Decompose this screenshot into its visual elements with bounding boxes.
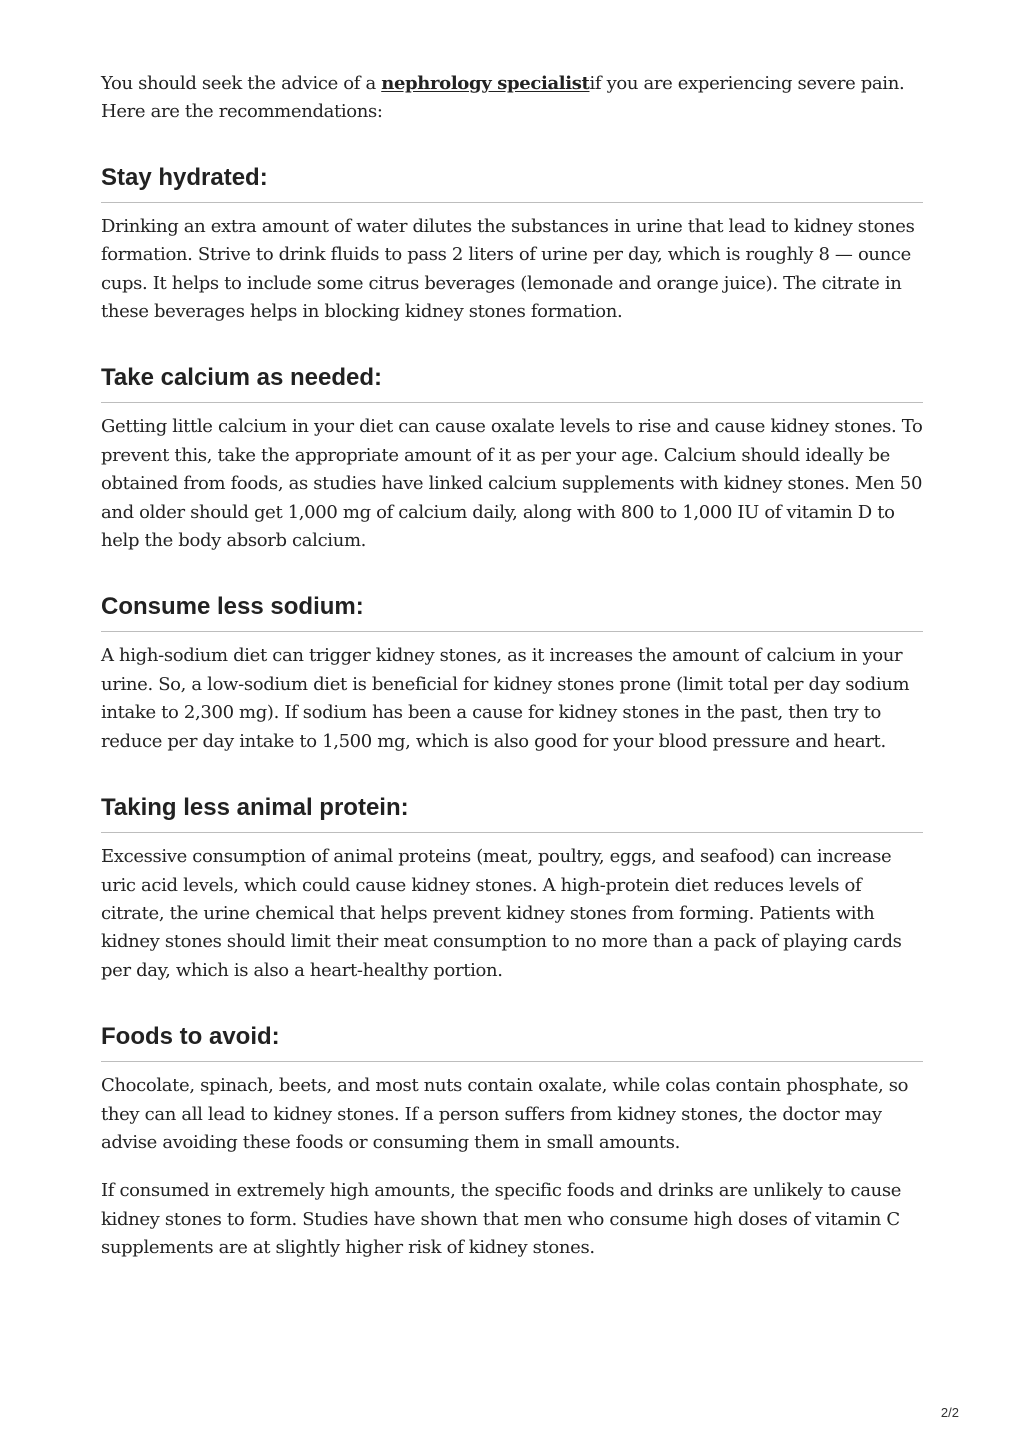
section-take-calcium xyxy=(101,364,923,555)
intro-text-end: if you are experiencing severe pain. Here are the recommendations: xyxy=(101,73,905,123)
intro-text-start: You should seek the advice of a xyxy=(101,73,382,94)
document-page xyxy=(101,70,923,1301)
section-paragraph: Chocolate, spinach, beets, and most nuts contain oxalate, while colas contain phosphate, so they can all lead to kidney stones. If a person suffers from kidney stones, the doctor may advise avoiding these foods or consuming them in small amounts. xyxy=(101,1075,909,1153)
section-foods-to-avoid xyxy=(101,1023,923,1262)
section-paragraph: A high-sodium diet can trigger kidney stones, as it increases the amount of calcium in your urine. So, a low-sodium diet is beneficial for kidney stones prone (limit total per day sodium intake to 2,300 mg). If sodium has been a cause for kidney stones in the past, then try to reduce per day intake to 1,500 mg, which is also good for your blood pressure and heart. xyxy=(101,645,910,752)
section-consume-less-sodium xyxy=(101,593,923,756)
section-heading: Take calcium as needed: xyxy=(101,364,923,403)
section-paragraph: Getting little calcium in your diet can cause oxalate levels to rise and cause kidney stones. To prevent this, take the appropriate amount of it as per your age. Calcium should ideally be obtained from foods, as studies have linked calcium supplements with kidney stones. Men 50 and older should get 1,000 mg of calcium daily, along with 800 to 1,000 IU of vitamin D to help the body absorb calcium. xyxy=(101,416,923,552)
section-heading: Stay hydrated: xyxy=(101,164,923,203)
section-paragraph: If consumed in extremely high amounts, the specific foods and drinks are unlikely to cause kidney stones to form. Studies have shown that men who consume high doses of vitamin C supplements are at slightly higher risk of kidney stones. xyxy=(101,1180,902,1259)
section-less-animal-protein xyxy=(101,794,923,985)
intro-paragraph xyxy=(101,70,923,127)
section-paragraph: Drinking an extra amount of water dilutes the substances in urine that lead to kidney stones formation. Strive to drink fluids to pass 2 liters of urine per day, which is roughly 8 — ounce cups. It helps to include some citrus beverages (lemonade and orange juice). The citrate in these beverages helps in blocking kidney stones formation. xyxy=(101,215,915,323)
section-stay-hydrated xyxy=(101,164,923,327)
section-heading: Taking less animal protein: xyxy=(101,794,923,833)
nephrology-specialist-link[interactable]: nephrology specialist xyxy=(381,73,590,94)
page-number: 2/2 xyxy=(940,1405,959,1420)
section-heading: Consume less sodium: xyxy=(101,593,923,632)
section-heading: Foods to avoid: xyxy=(101,1023,923,1062)
section-paragraph: Excessive consumption of animal proteins (meat, poultry, eggs, and seafood) can increase uric acid levels, which could cause kidney stones. A high-protein diet reduces levels of citrate, the urine chemical that helps prevent kidney stones from forming. Patients with kidney stones should limit their meat consumption to no more than a pack of playing cards per day, which is also a heart-healthy portion. xyxy=(101,846,902,981)
